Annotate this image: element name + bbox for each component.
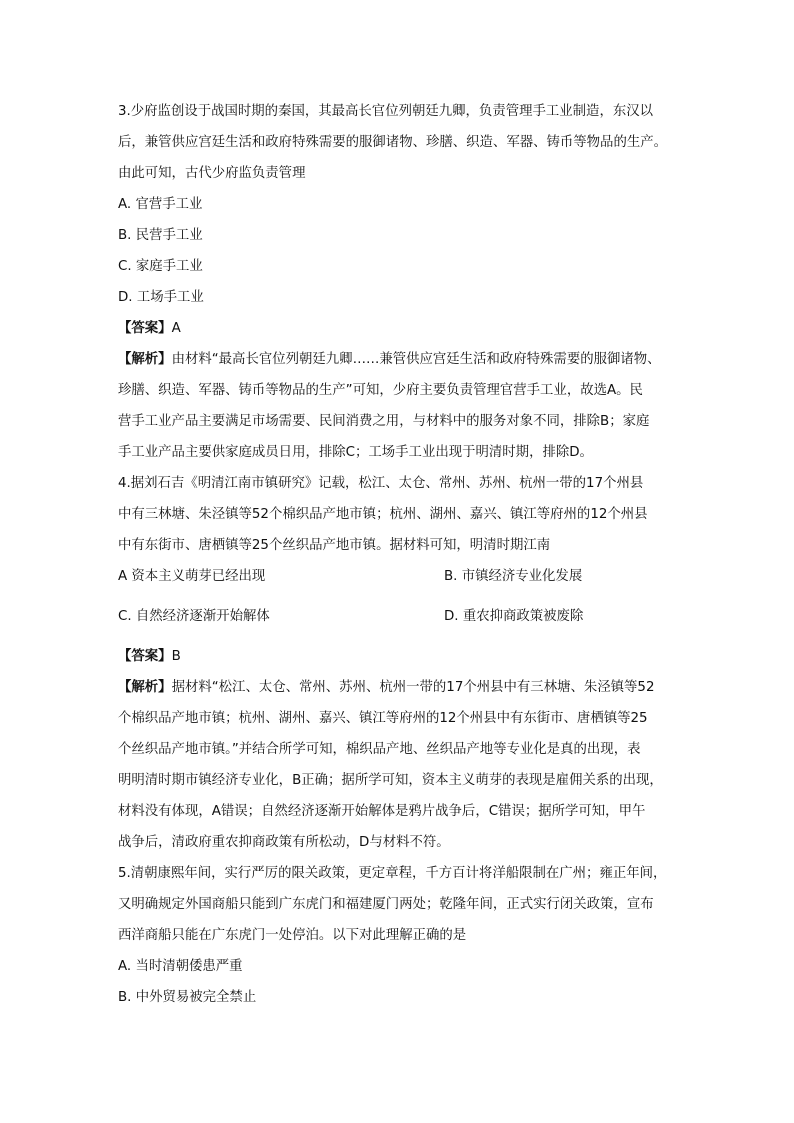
- analysis-line: 个丝织品产地市镇。”并结合所学可知，棉织品产地、丝织品产地等专业化是真的出现，表: [118, 742, 641, 757]
- options-row: [118, 561, 680, 601]
- answer-line: [118, 313, 680, 344]
- question-5-stem: [118, 858, 680, 951]
- option-c: C. 自然经济逐渐开始解体: [118, 609, 270, 624]
- answer-label: 【答案】: [118, 649, 172, 664]
- option-b: B. 市镇经济专业化发展: [444, 569, 583, 584]
- question-3-stem: [118, 96, 680, 189]
- stem-line: 5.清朝康熙年间，实行严厉的限关政策，更定章程，千方百计将洋船限制在广州；雍正年间，: [118, 866, 667, 881]
- question-4-stem: [118, 468, 680, 561]
- stem-line: 中有三林塘、朱泾镇等52个棉织品产地市镇；杭州、湖州、嘉兴、镇江等府州的12个州县: [118, 507, 648, 522]
- stem-line: 中有东街市、唐栖镇等25个丝织品产地市镇。据材料可知，明清时期江南: [118, 538, 551, 553]
- analysis-label: 【解析】: [118, 352, 172, 367]
- question-5: [118, 858, 680, 1013]
- option-a: A 资本主义萌芽已经出现: [118, 569, 266, 584]
- document-page: [118, 96, 680, 1013]
- analysis-text: 据材料“松江、太仓、常州、苏州、杭州一带的17个州县中有三林塘、朱泾镇等52: [171, 680, 655, 695]
- question-3: [118, 96, 680, 468]
- option-b: B. 中外贸易被完全禁止: [118, 990, 257, 1005]
- analysis-line: 明明清时期市镇经济专业化，B正确；据所学可知，资本主义萌芽的表现是雇佣关系的出现，: [118, 773, 663, 788]
- question-3-analysis: [118, 344, 680, 468]
- option-a: A. 官营手工业: [118, 197, 203, 212]
- options-row: [118, 601, 680, 641]
- analysis-line: 营手工业产品主要满足市场需要、民间消费之用，与材料中的服务对象不同，排除B；家庭: [118, 414, 650, 429]
- question-4: [118, 468, 680, 858]
- option-d: D. 重农抑商政策被废除: [444, 609, 584, 624]
- stem-line: 西洋商船只能在广东虎门一处停泊。以下对此理解正确的是: [118, 928, 467, 943]
- answer-label: 【答案】: [118, 321, 172, 336]
- stem-line: 又明确规定外国商船只能到广东虎门和福建厦门两处；乾隆年间，正式实行闭关政策，宣布: [118, 897, 654, 912]
- stem-line: 由此可知，古代少府监负责管理: [118, 166, 306, 181]
- analysis-label: 【解析】: [118, 680, 172, 695]
- answer-value: A: [171, 321, 181, 336]
- stem-line: 后，兼管供应宫廷生活和政府特殊需要的服御诸物、珍膳、织造、军器、铸币等物品的生产。: [118, 135, 668, 150]
- stem-line: 4.据刘石吉《明清江南市镇研究》记载，松江、太仓、常州、苏州、杭州一带的17个州县: [118, 476, 644, 491]
- option-c: C. 家庭手工业: [118, 259, 203, 274]
- analysis-line: [118, 344, 680, 375]
- stem-line: 3.少府监创设于战国时期的秦国，其最高长官位列朝廷九卿，负责管理手工业制造，东汉以: [118, 104, 654, 119]
- answer-line: [118, 641, 680, 672]
- analysis-line: [118, 672, 680, 703]
- analysis-line: 珍膳、织造、军器、铸币等物品的生产”可知，少府主要负责管理官营手工业，故选A。民: [118, 383, 643, 398]
- analysis-text: 由材料“最高长官位列朝廷九卿……兼管供应宫廷生活和政府特殊需要的服御诸物、: [171, 352, 661, 367]
- analysis-line: 个棉织品产地市镇；杭州、湖州、嘉兴、镇江等府州的12个州县中有东街市、唐栖镇等25: [118, 711, 648, 726]
- analysis-line: 材料没有体现，A错误；自然经济逐渐开始解体是鸦片战争后，C错误；据所学可知，甲午: [118, 804, 646, 819]
- answer-value: B: [171, 649, 181, 664]
- analysis-line: 战争后，清政府重农抑商政策有所松动，D与材料不符。: [118, 835, 450, 850]
- option-d: D. 工场手工业: [118, 290, 204, 305]
- analysis-line: 手工业产品主要供家庭成员日用，排除C；工场手工业出现于明清时期，排除D。: [118, 445, 593, 460]
- option-a: A. 当时清朝倭患严重: [118, 959, 243, 974]
- option-b: B. 民营手工业: [118, 228, 203, 243]
- question-4-analysis: [118, 672, 680, 858]
